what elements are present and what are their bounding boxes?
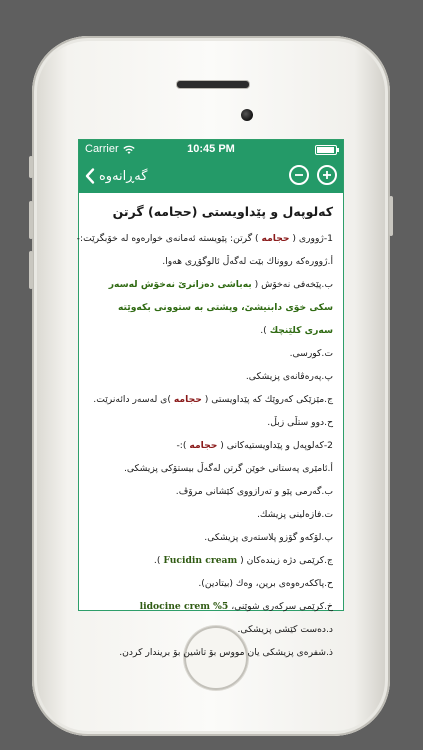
power-button [389,196,393,236]
earpiece-speaker [176,80,250,89]
list-item: ب.گەرمی پێو و تەرازووی کێشانی مرۆڤ. [175,486,333,497]
list-item [87,595,333,618]
list-item: د.دەست کێشی پزیشکی. [237,624,333,635]
volume-down-button [29,251,33,289]
list-item: ح.پاککەرەوەی برین، وەك (بیتادین). [198,578,333,589]
text-fragment: ج.مێزێکی کەروێك کە پێداویستی ( [201,394,333,405]
back-button-label: گەڕانەوە [99,168,148,184]
section2-heading [87,434,333,457]
text-fragment: ). [260,325,270,336]
list-item: أ.ژوورەکە رووناك بێت لەگەڵ ئالوگۆڕی هەوا. [162,256,333,267]
list-item: ذ.شفرەی پزیشکی یان مووس بۆ تاشین بۆ بریندار کردن. [119,647,333,658]
english-term: Fucidin cream [163,555,238,566]
article-content[interactable] [76,193,343,658]
list-item: پ.لۆکەو گۆزو پلاستەری پزیشکی. [204,532,333,543]
text-fragment: )ی لەسەر دائەنرێت. [93,394,174,405]
plus-circle-icon [321,169,333,181]
battery-icon [315,145,337,155]
list-item: ح.دوو ستڵی زبڵ. [267,417,333,428]
term-highlight: حجامە [189,440,218,451]
list-item [87,388,333,411]
carrier-label: Carrier [85,143,119,155]
clock: 10:45 PM [187,143,235,155]
battery-fill [317,147,334,153]
volume-up-button [29,201,33,239]
list-item: پ.پەرەڤانەی پزیشکی. [245,371,333,382]
list-item: أ.ئامێری پەستانی خوێن گرتن لەگەڵ بیستۆکی پزیشکی. [123,463,333,474]
english-term: lidocine crem %5 [139,601,229,612]
list-item: ت.فازەلینی پزیشك. [257,509,333,520]
text-fragment: 2-کەلوپەل و پێداویستیەکانی ( [217,440,333,451]
front-camera [241,109,253,121]
list-item [87,273,333,342]
text-fragment: 1-ژووری ( [289,233,333,244]
app-screen [76,139,344,658]
zoom-out-button[interactable] [289,165,309,185]
text-fragment: ):- [176,440,190,451]
chevron-left-icon [85,168,95,184]
list-item: ت.کورسی. [289,348,333,359]
green-note: بەباشی دەزانرێ نەخۆش لەسەر سکی خۆی دابنیشێ، وپشتی بە ستوونی بکەوێتە سەری کلێنچك [108,279,333,336]
term-highlight: حجامە [261,233,290,244]
text-fragment: ب.پێخەفی نەخۆش ( [251,279,333,290]
navigation-bar [79,160,343,193]
text-fragment: ج.کرێمی دژە زیندەکان ( [237,555,333,566]
text-fragment: ). [153,555,164,566]
status-bar [79,140,343,160]
back-button[interactable] [85,164,147,188]
minus-circle-icon [293,169,305,181]
article-title: کەلوپەل و پێداویستی (حجامە) گرتن [112,204,333,219]
text-fragment: ) گرتن: پێویستە ئەمانەی خوارەوە لە خۆبگرێت:- [76,233,262,244]
list-item [87,549,333,572]
text-fragment: خ.کرێمی سرکەری شوێنی، [228,601,333,612]
zoom-in-button[interactable] [317,165,337,185]
term-highlight: حجامە [173,394,202,405]
mute-switch [29,156,33,178]
section1-heading [76,227,333,250]
